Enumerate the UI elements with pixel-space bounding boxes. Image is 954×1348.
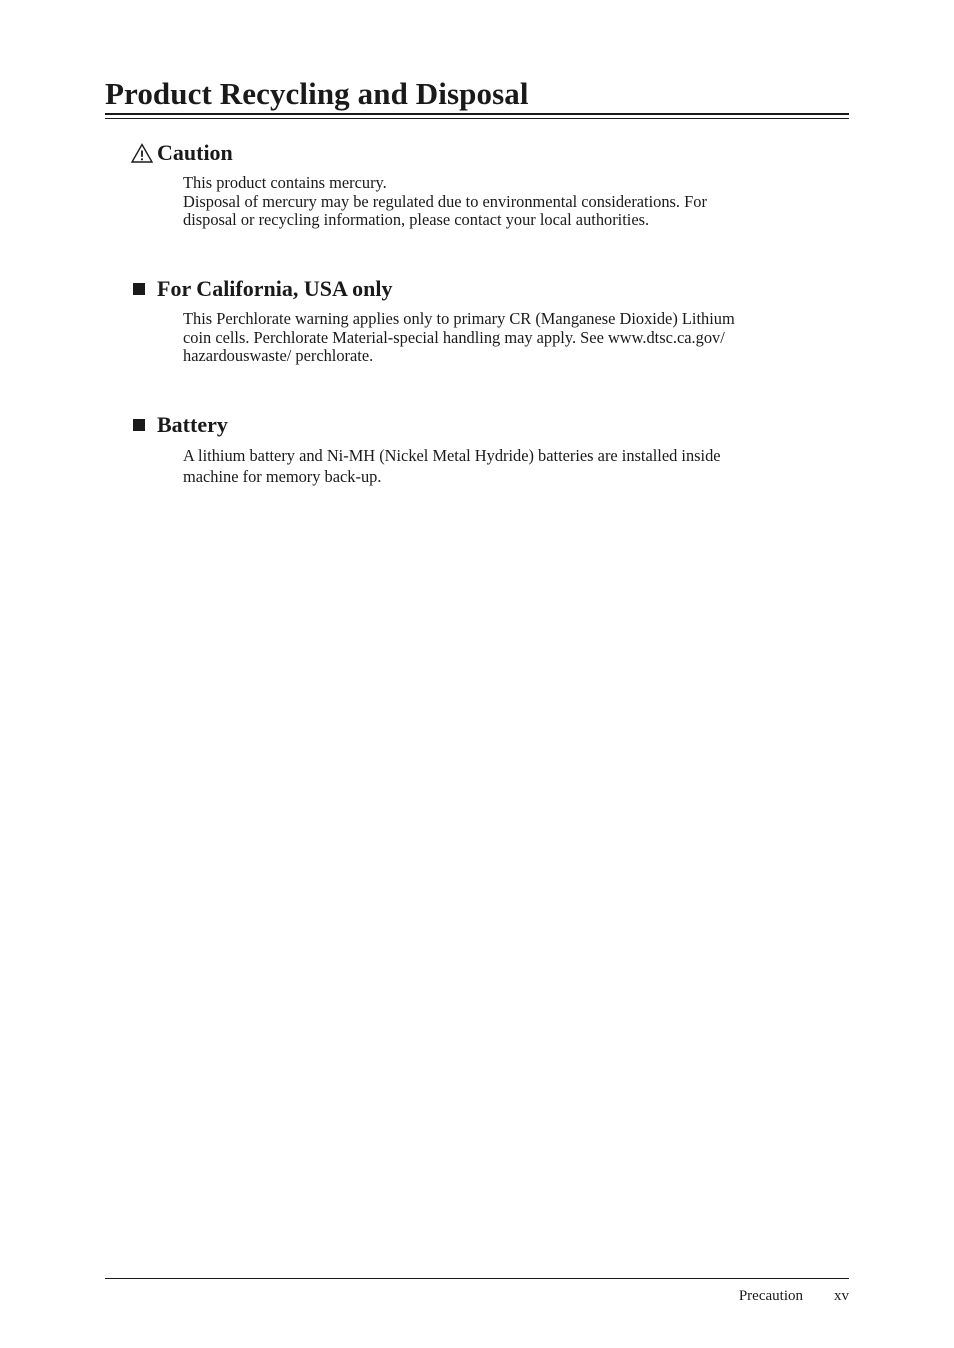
body-line: disposal or recycling information, please contact your local authorities. [183, 210, 650, 230]
section-california-body [183, 310, 849, 366]
body-line: coin cells. Perchlorate Material-special handling may apply. See www.dtsc.ca.gov/ [183, 327, 725, 347]
footer-rule [105, 1278, 849, 1279]
section-battery-heading [131, 411, 849, 439]
page-title: Product Recycling and Disposal [105, 76, 529, 111]
section-caution-body [183, 174, 849, 230]
body-line: This product contains mercury. [183, 173, 387, 192]
section-california [131, 275, 849, 366]
body-line: machine for memory back-up. [183, 467, 382, 486]
body-line: This Perchlorate warning applies only to primary CR (Manganese Dioxide) Lithium [183, 309, 735, 328]
section-caution-heading [131, 139, 849, 167]
body-line: Disposal of mercury may be regulated due to environmental considerations. For [183, 191, 707, 211]
section-heading-label: For California, USA only [157, 276, 393, 301]
title-rule-thick [105, 113, 849, 115]
section-battery [131, 411, 849, 486]
square-bullet-icon [133, 283, 145, 295]
footer-section-name: Precaution [738, 1288, 803, 1304]
square-bullet-icon [133, 419, 145, 431]
section-california-heading [131, 275, 849, 303]
warning-triangle-icon [131, 143, 153, 163]
section-battery-body [183, 445, 849, 487]
footer-page-number: xv [834, 1288, 849, 1304]
title-rule-thin [105, 118, 849, 119]
body-line: hazardouswaste/ perchlorate. [183, 346, 374, 366]
body-line: A lithium battery and Ni-MH (Nickel Metal Hydride) batteries are installed inside [183, 446, 721, 465]
section-caution [131, 139, 849, 230]
section-heading-label: Caution [157, 140, 233, 165]
section-heading-label: Battery [157, 412, 228, 437]
